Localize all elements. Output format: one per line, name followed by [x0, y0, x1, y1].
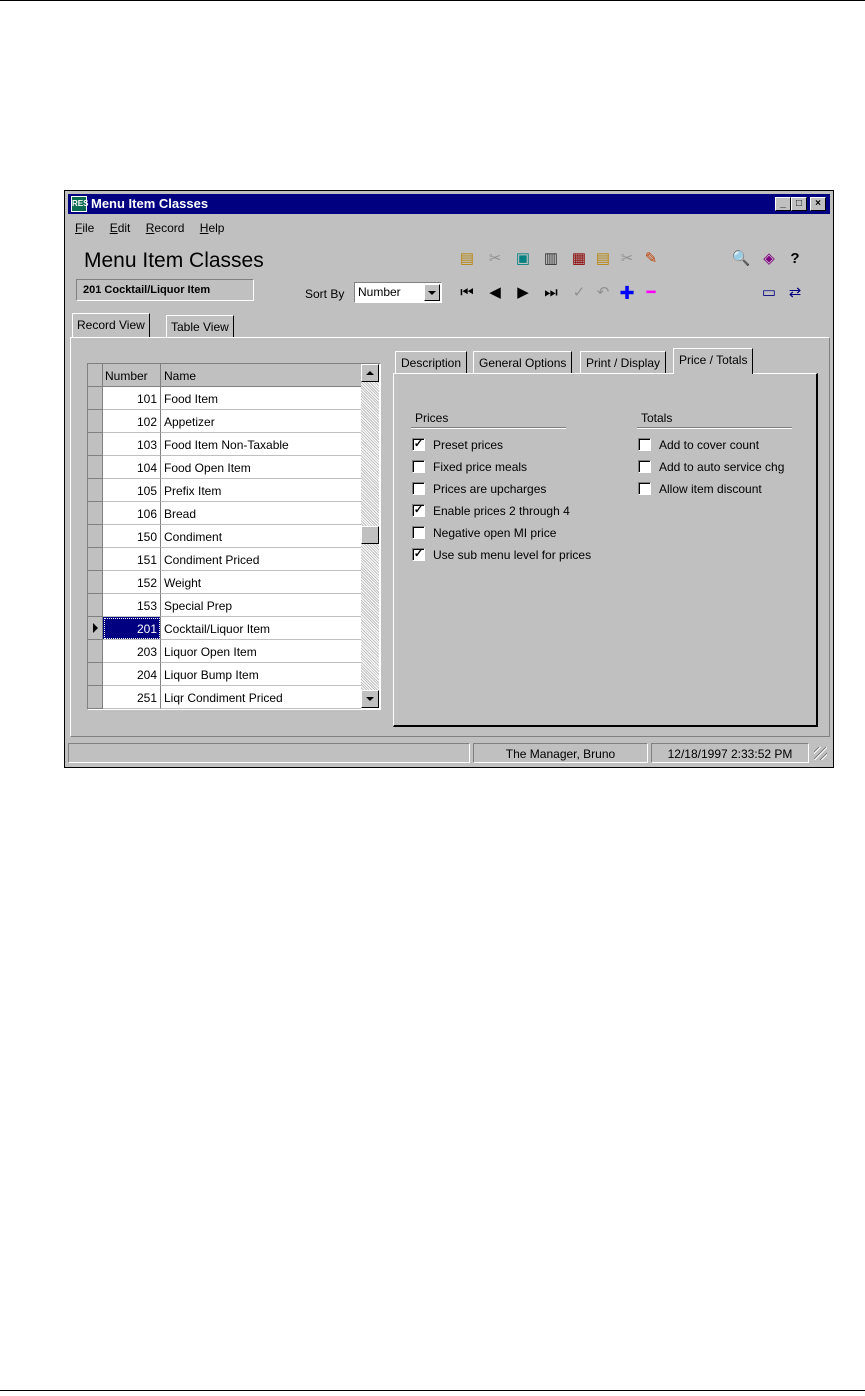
row-indicator[interactable]: [88, 686, 103, 709]
app-icon: RES: [71, 196, 87, 212]
status-panel-datetime: 12/18/1997 2:33:52 PM: [651, 743, 809, 763]
tab-print-display[interactable]: Print / Display: [580, 351, 666, 373]
tab-general-options[interactable]: General Options: [473, 351, 572, 373]
row-indicator[interactable]: [88, 387, 103, 410]
last-record-icon[interactable]: ⏭: [544, 284, 558, 301]
tab-table-view[interactable]: Table View: [166, 315, 234, 337]
sort-by-select[interactable]: [354, 282, 442, 303]
copy-record-icon[interactable]: ▤: [459, 250, 475, 267]
row-name-cell[interactable]: Liquor Open Item: [161, 640, 361, 663]
status-panel-message: [68, 743, 470, 763]
row-name-cell[interactable]: Condiment: [161, 525, 361, 548]
cut-record-icon[interactable]: ✂: [488, 250, 502, 267]
checkbox-label: Add to cover count: [659, 438, 760, 452]
clipboard-icon[interactable]: ▦: [571, 250, 587, 267]
table-row[interactable]: [88, 456, 361, 479]
row-indicator[interactable]: [88, 617, 103, 640]
trash-icon[interactable]: ▥: [543, 250, 559, 267]
app-window: [64, 190, 834, 768]
checkbox-label: Enable prices 2 through 4: [433, 504, 570, 518]
row-number-cell[interactable]: 204: [103, 663, 161, 686]
grid-header: [88, 364, 361, 387]
form-title: Menu Item Classes: [84, 249, 264, 272]
next-record-icon[interactable]: ▶: [517, 284, 529, 301]
checkbox[interactable]: [412, 526, 425, 539]
chevron-down-icon[interactable]: [424, 284, 440, 301]
row-indicator[interactable]: [88, 479, 103, 502]
menu-edit[interactable]: Edit: [109, 221, 131, 235]
column-header-number[interactable]: Number: [103, 364, 161, 387]
grid-scrollbar[interactable]: [361, 364, 379, 708]
row-name-cell[interactable]: Food Open Item: [161, 456, 361, 479]
row-number-cell[interactable]: 153: [103, 594, 161, 617]
menu-help[interactable]: Help: [199, 221, 225, 235]
row-name-cell[interactable]: Liqr Condiment Priced: [161, 686, 361, 709]
row-number-cell[interactable]: 251: [103, 686, 161, 709]
grid-header-indicator: [88, 364, 103, 387]
table-row[interactable]: [88, 548, 361, 571]
row-indicator[interactable]: [88, 594, 103, 617]
resize-grip-icon[interactable]: [814, 747, 827, 760]
clear-field-icon[interactable]: ✎: [644, 250, 658, 267]
prev-record-icon[interactable]: ◀: [489, 284, 501, 301]
checkbox[interactable]: [638, 460, 651, 473]
row-number-cell[interactable]: 203: [103, 640, 161, 663]
row-indicator[interactable]: [88, 663, 103, 686]
checkbox[interactable]: [412, 482, 425, 495]
first-record-icon[interactable]: ⏮: [460, 284, 474, 301]
tab-price-totals[interactable]: Price / Totals: [673, 348, 753, 374]
table-row[interactable]: [88, 640, 361, 663]
minimize-button[interactable]: _: [775, 197, 791, 211]
delete-record-icon[interactable]: ━: [646, 284, 656, 301]
row-name-cell[interactable]: Bread: [161, 502, 361, 525]
row-indicator[interactable]: [88, 548, 103, 571]
row-number-cell[interactable]: 106: [103, 502, 161, 525]
row-indicator[interactable]: [88, 502, 103, 525]
row-number-cell[interactable]: 103: [103, 433, 161, 456]
sort-by-value: Number: [358, 285, 401, 299]
row-indicator[interactable]: [88, 456, 103, 479]
binoculars-icon[interactable]: 🔍: [731, 250, 751, 267]
close-button[interactable]: ×: [810, 197, 826, 211]
add-record-icon[interactable]: ✚: [619, 283, 635, 303]
row-indicator[interactable]: [88, 571, 103, 594]
status-bar: [68, 741, 830, 763]
row-indicator[interactable]: [88, 640, 103, 663]
checkbox[interactable]: [638, 438, 651, 451]
prices-group-title: Prices: [415, 411, 449, 425]
row-number-cell[interactable]: 152: [103, 571, 161, 594]
totals-divider: [637, 427, 792, 429]
row-indicator[interactable]: [88, 433, 103, 456]
row-name-cell[interactable]: Appetizer: [161, 410, 361, 433]
current-record-display: 201 Cocktail/Liquor Item: [76, 279, 254, 301]
bottom-rule: [0, 1390, 865, 1391]
tab-description[interactable]: Description: [395, 351, 467, 373]
table-row[interactable]: [88, 617, 361, 640]
menu-record[interactable]: Record: [145, 221, 185, 235]
row-name-cell[interactable]: Prefix Item: [161, 479, 361, 502]
row-name-cell[interactable]: Special Prep: [161, 594, 361, 617]
checkbox[interactable]: [412, 460, 425, 473]
row-number-cell[interactable]: 105: [103, 479, 161, 502]
row-name-cell[interactable]: Weight: [161, 571, 361, 594]
maximize-button[interactable]: □: [791, 197, 807, 211]
column-header-name[interactable]: Name: [164, 369, 197, 383]
row-number-cell[interactable]: 151: [103, 548, 161, 571]
row-number-cell[interactable]: 201: [103, 617, 161, 640]
table-row[interactable]: [88, 410, 361, 433]
window-title: Menu Item Classes: [91, 196, 209, 211]
row-indicator[interactable]: [88, 525, 103, 548]
paste-record-icon[interactable]: ▣: [515, 250, 531, 267]
checkbox[interactable]: [638, 482, 651, 495]
table-row[interactable]: [88, 387, 361, 410]
title-bar: [68, 194, 830, 214]
row-name-cell[interactable]: Liquor Bump Item: [161, 663, 361, 686]
status-panel-user: The Manager, Bruno: [473, 743, 648, 763]
checkbox-label: Preset prices: [433, 438, 504, 452]
tab-record-view[interactable]: Record View: [72, 313, 150, 337]
top-rule: [0, 0, 865, 1]
book-icon[interactable]: ◈: [763, 250, 775, 267]
menu-file[interactable]: File: [75, 221, 95, 235]
checkbox-label: Allow item discount: [659, 482, 762, 496]
table-row[interactable]: [88, 571, 361, 594]
totals-group-title: Totals: [641, 411, 673, 425]
records-grid: [87, 363, 381, 710]
checkbox-label: Negative open MI price: [433, 526, 557, 540]
form-view-icon[interactable]: ▭: [761, 284, 777, 301]
row-number-cell[interactable]: 102: [103, 410, 161, 433]
table-row[interactable]: [88, 502, 361, 525]
undo-icon[interactable]: ↶: [596, 284, 610, 301]
menu-bar: [75, 221, 236, 237]
row-name-cell[interactable]: Food Item Non-Taxable: [161, 433, 361, 456]
table-row[interactable]: [88, 663, 361, 686]
context-help-icon[interactable]: ?: [790, 250, 800, 267]
row-name-cell[interactable]: Condiment Priced: [161, 548, 361, 571]
scroll-up-arrow-icon[interactable]: [361, 364, 379, 382]
prices-divider: [411, 427, 566, 429]
checkbox-label: Use sub menu level for prices: [433, 548, 592, 562]
scroll-down-arrow-icon[interactable]: [361, 690, 379, 708]
row-number-cell[interactable]: 101: [103, 387, 161, 410]
table-row[interactable]: [88, 479, 361, 502]
checkbox-label: Fixed price meals: [433, 460, 528, 474]
checkbox-label: Add to auto service chg: [659, 460, 785, 474]
scroll-thumb[interactable]: [361, 526, 379, 544]
row-name-cell[interactable]: Cocktail/Liquor Item: [161, 617, 361, 640]
checkbox[interactable]: ✓: [413, 504, 424, 516]
row-indicator[interactable]: [88, 410, 103, 433]
checkbox-label: Prices are upcharges: [433, 482, 547, 496]
save-check-icon[interactable]: ✓: [572, 284, 586, 301]
checkbox[interactable]: ✓: [413, 548, 424, 560]
row-number-cell[interactable]: 150: [103, 525, 161, 548]
table-row[interactable]: [88, 525, 361, 548]
cut-field-icon[interactable]: ✂: [620, 250, 634, 267]
sort-by-label: Sort By: [305, 287, 345, 301]
checkbox[interactable]: ✓: [413, 438, 424, 450]
table-row[interactable]: [88, 686, 361, 709]
copy-field-icon[interactable]: ▤: [595, 250, 611, 267]
table-row[interactable]: [88, 433, 361, 456]
row-number-cell[interactable]: 104: [103, 456, 161, 479]
table-row[interactable]: [88, 594, 361, 617]
row-name-cell[interactable]: Food Item: [161, 387, 361, 410]
switch-view-icon[interactable]: ⇄: [788, 284, 802, 301]
